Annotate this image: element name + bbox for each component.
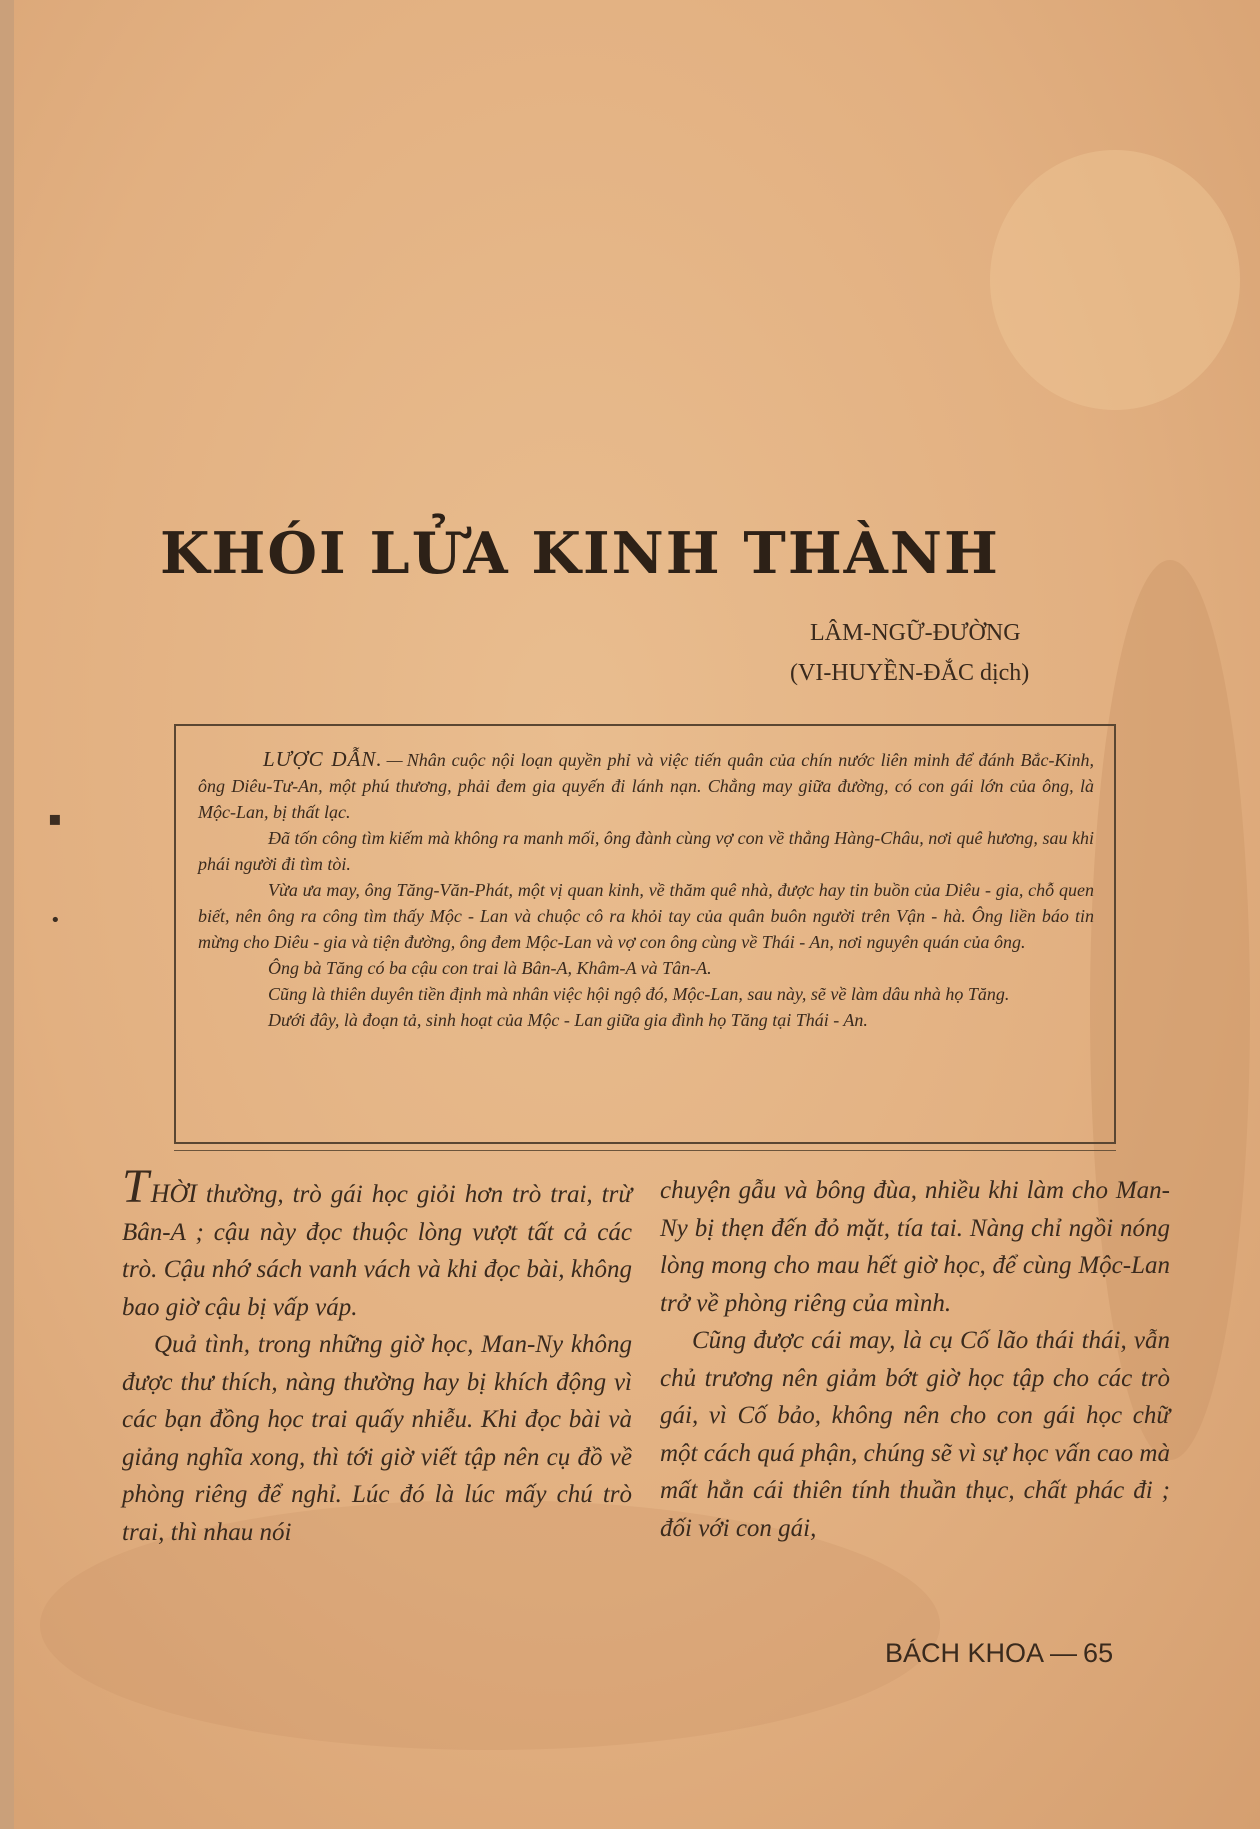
summary-paragraph: Cũng là thiên duyên tiền định mà nhân việc hội ngộ đó, Mộc-Lan, sau này, sẽ về làm dâu nhà họ Tăng. (268, 984, 1010, 1004)
page-number: 65 (1083, 1638, 1114, 1668)
body-paragraph (122, 1160, 632, 1326)
summary-text: Nhân cuộc nội loạn quyền phỉ và việc tiến quân của chín nước liên minh để đánh Bắc-Kinh, ông Diêu-Tư-An, một phú thương, phải đem gia quyến đi lánh nạn. Chẳng may giữa đường, có con gái lớn của ông, là Mộc-Lan, bị thất lạc. (198, 750, 1095, 822)
summary-paragraph (198, 746, 1094, 825)
margin-mark: • (50, 910, 61, 931)
drop-cap: T (122, 1160, 149, 1213)
summary-paragraph: Dưới đây, là đoạn tả, sinh hoạt của Mộc - Lan giữa gia đình họ Tăng tại Thái - An. (268, 1010, 868, 1030)
body-paragraph: Quả tình, trong những giờ học, Man-Ny không được thư thích, nàng thường hay bị khích động vì các bạn đồng học trai quấy nhiễu. Khi đọc bài và giảng nghĩa xong, thì tới giờ viết tập nên cụ đồ về phòng riêng để nghỉ. Lúc đó là lúc mấy chú trò trai, thì nhau nói (122, 1331, 632, 1546)
body-column-left (122, 1160, 632, 1551)
paper-stain (990, 150, 1240, 410)
body-paragraph: Cũng được cái may, là cụ Cố lão thái thái, vẫn chủ trương nên giảm bớt giờ học tập cho các trò gái, vì Cố bảo, không nên cho con gái học chữ một cách quá phận, chúng sẽ vì sự học vấn cao mà mất hẳn cái thiên tính thuần thục, chất phác đi ; đối với con gái, (660, 1327, 1170, 1542)
margin-mark: ▪ (48, 806, 62, 830)
summary-box (174, 724, 1116, 1144)
summary-label: LƯỢC DẪN. (263, 747, 383, 771)
page-footer (885, 1638, 1165, 1669)
summary-separator: — (386, 750, 403, 770)
body-paragraph: chuyện gẫu và bông đùa, nhiều khi làm cho Man-Ny bị thẹn đến đỏ mặt, tía tai. Nàng chỉ ngồi nóng lòng mong cho mau hết giờ học, để cùng Mộc-Lan trở về phòng riêng của mình. (660, 1177, 1170, 1317)
translator-credit: (VI-HUYỀN-ĐẮC dịch) (790, 660, 1030, 686)
footer-separator: — (1050, 1638, 1078, 1668)
body-text: thường, trò gái học giỏi hơn trò trai, trừ Bân-A ; cậu này đọc thuộc lòng vượt tất cả các trò. Cậu nhớ sách vanh vách và khi đọc bài, không bao giờ cậu bị vấp váp. (122, 1181, 632, 1321)
summary-paragraph: Ông bà Tăng có ba cậu con trai là Bân-A, Khâm-A và Tân-A. (268, 958, 712, 978)
publication-name: BÁCH KHOA (885, 1638, 1045, 1668)
author-name: LÂM-NGỮ-ĐƯỜNG (810, 620, 1021, 646)
first-word: HỜI (150, 1179, 197, 1208)
body-column-right (660, 1172, 1170, 1547)
article-title: KHÓI LỬA KINH THÀNH (160, 520, 1000, 587)
page-edge (0, 0, 14, 1829)
summary-paragraph: Đã tốn công tìm kiếm mà không ra manh mối, ông đành cùng vợ con về thẳng Hàng-Châu, nơi quê hương, sau khi phái người đi tìm tòi. (198, 828, 1094, 874)
divider (174, 1150, 1116, 1151)
summary-paragraph: Vừa ưa may, ông Tăng-Văn-Phát, một vị quan kinh, về thăm quê nhà, được hay tin buồn của Diêu - gia, chỗ quen biết, nên ông ra công tìm thấy Mộc - Lan và chuộc cô ra khỏi tay của quân buôn người trên Vận - hà. Ông liền báo tin mừng cho Diêu - gia và tiện đường, ông đem Mộc-Lan và vợ con ông cùng về Thái - An, nơi nguyên quán của ông. (198, 880, 1094, 952)
